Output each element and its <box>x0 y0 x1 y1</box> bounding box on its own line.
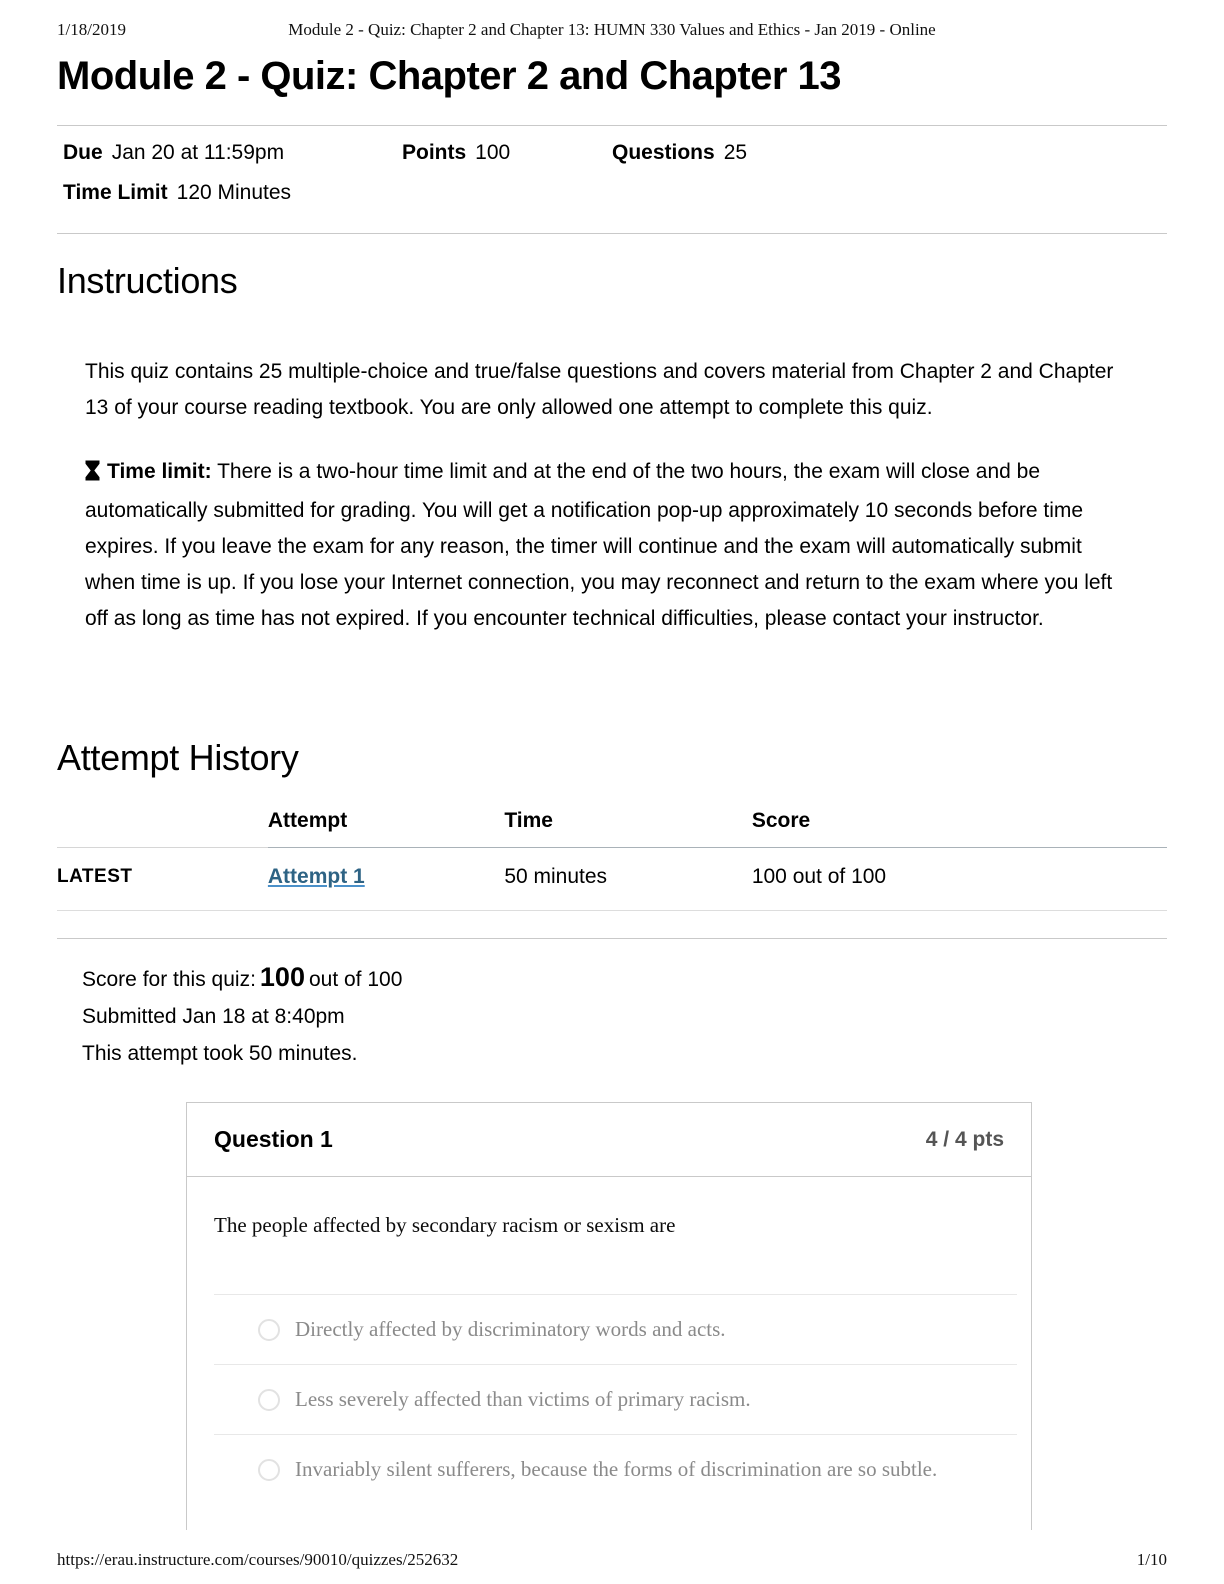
print-page-title: Module 2 - Quiz: Chapter 2 and Chapter 13: HUMN 330 Values and Ethics - Jan 2019 - Online <box>288 20 936 39</box>
attempt-score-value: 100 out of 100 <box>752 848 1167 911</box>
meta-questions-value: 25 <box>723 141 748 164</box>
radio-button-icon[interactable] <box>258 1319 280 1341</box>
quiz-meta-row-1 <box>63 141 1167 165</box>
duration-line: This attempt took 50 minutes. <box>82 1042 358 1065</box>
instructions-heading: Instructions <box>57 260 238 301</box>
attempt-table-header-row <box>57 801 1167 848</box>
attempt-table-row <box>57 848 1167 911</box>
quiz-meta-row-2 <box>63 181 1167 205</box>
attempt-column-attempt: Attempt <box>268 801 504 848</box>
instructions-paragraph: This quiz contains 25 multiple-choice and true/false questions and covers material from Chapter 2 and Chapter 13 of your course reading textbook. You are only allowed one attempt to complete this quiz. <box>85 360 1114 419</box>
quiz-title: Module 2 - Quiz: Chapter 2 and Chapter 13 <box>57 54 842 98</box>
answer-option <box>187 1435 1031 1504</box>
meta-questions <box>612 141 747 165</box>
attempt-history-heading: Attempt History <box>57 737 299 778</box>
quiz-meta <box>57 126 1167 233</box>
score-suffix: out of 100 <box>308 968 403 991</box>
time-limit-text: There is a two-hour time limit and at the end of the two hours, the exam will close and be automatically submitted for grading. You will get a notification pop-up approximately 10 seconds before time expires. If you leave the exam for any reason, the timer will continue and the exam will automatically submit when time is up. If you lose your Internet connection, you may reconnect and return to the exam where you left off as long as time has not expired. If you encounter technical difficulties, please contact your instructor. <box>85 460 1113 630</box>
divider <box>57 233 1167 234</box>
question-header <box>187 1103 1031 1177</box>
answer-option-label: Directly affected by discriminatory words and acts. <box>295 1317 726 1341</box>
meta-points <box>402 141 612 165</box>
meta-time-limit-value: 120 Minutes <box>176 181 292 204</box>
attempt-latest-badge: LATEST <box>57 848 268 911</box>
instructions-body <box>85 354 1137 637</box>
meta-time-limit <box>63 181 291 205</box>
question-text: The people affected by secondary racism or sexism are <box>214 1213 676 1237</box>
hourglass-icon <box>85 457 100 493</box>
attempt-column-score: Score <box>752 801 1167 848</box>
meta-due-label: Due <box>63 141 103 164</box>
meta-due <box>63 141 402 165</box>
radio-button-icon[interactable] <box>258 1389 280 1411</box>
attempt-1-link[interactable]: Attempt 1 <box>267 865 365 888</box>
answer-option-label: Less severely affected than victims of primary racism. <box>295 1387 751 1411</box>
score-value: 100 <box>259 962 305 992</box>
meta-questions-label: Questions <box>612 141 715 164</box>
answer-option <box>187 1295 1031 1364</box>
meta-points-value: 100 <box>475 141 511 164</box>
question-points: 4 / 4 pts <box>925 1127 1004 1151</box>
meta-due-value: Jan 20 at 11:59pm <box>111 141 285 164</box>
score-summary <box>82 959 1167 1072</box>
radio-button-icon[interactable] <box>258 1459 280 1481</box>
attempt-time-value: 50 minutes <box>504 848 752 911</box>
question-title: Question 1 <box>214 1126 333 1152</box>
print-date: 1/18/2019 <box>57 20 126 39</box>
question-card <box>186 1102 1032 1530</box>
answer-option <box>187 1365 1031 1434</box>
print-header <box>57 20 1167 42</box>
score-line <box>82 959 1167 998</box>
submitted-line: Submitted Jan 18 at 8:40pm <box>82 1005 345 1028</box>
print-footer-url: https://erau.instructure.com/courses/90010/quizzes/252632 <box>57 1550 459 1569</box>
time-limit-bold-label: Time limit: <box>107 460 212 483</box>
divider <box>57 938 1167 939</box>
attempt-history-table <box>57 801 1167 911</box>
attempt-column-blank <box>57 801 268 848</box>
time-limit-paragraph <box>85 454 1137 637</box>
answer-option-label: Invariably silent sufferers, because the forms of discrimination are so subtle. <box>295 1457 938 1481</box>
print-footer <box>57 1550 1167 1570</box>
score-prefix: Score for this quiz: <box>82 968 256 991</box>
meta-time-limit-label: Time Limit <box>63 181 168 204</box>
attempt-column-time: Time <box>504 801 752 848</box>
meta-points-label: Points <box>402 141 467 164</box>
print-footer-page-number: 1/10 <box>1136 1550 1167 1569</box>
